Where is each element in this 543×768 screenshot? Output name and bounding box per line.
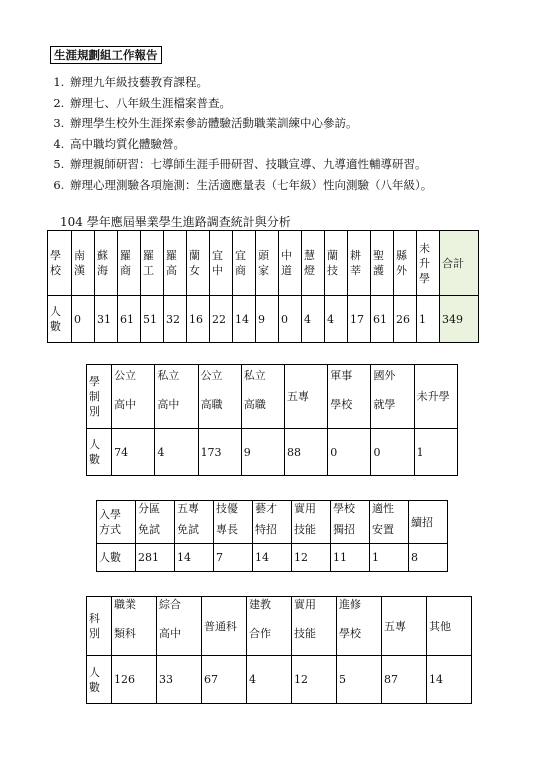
work-item: 1. 辦理九年級技藝教育課程。 — [68, 72, 432, 93]
admission-count-cell: 281 — [136, 544, 175, 572]
school-count-cell: 1 — [417, 296, 440, 343]
admission-header-cell-line: 安置 — [372, 523, 394, 536]
admission-header-cell-line: 獨招 — [333, 523, 355, 536]
school-type-row-header-char: 別 — [89, 405, 100, 418]
school-type-count-cell: 173 — [198, 429, 241, 476]
admission-count-label: 人數 — [97, 544, 136, 572]
school-count-cell: 0 — [72, 296, 95, 343]
school-count-row — [48, 296, 479, 343]
admission-header-cell-line: 技能 — [294, 523, 316, 536]
program-count-label-char: 數 — [89, 680, 100, 694]
school-name-cell-line: 未 — [419, 241, 430, 255]
school-type-header-cell-line: 公立 — [200, 368, 223, 382]
program-header-cell — [247, 597, 292, 656]
school-type-count-row — [87, 429, 458, 476]
school-name-cell-line: 商 — [120, 264, 131, 277]
program-header-cell-line: 進修 — [339, 598, 361, 611]
school-type-count-label-char: 人 — [89, 438, 100, 451]
admission-row-header — [97, 501, 136, 544]
school-name-cell-line: 高 — [166, 264, 177, 277]
program-row-header — [87, 597, 112, 656]
program-header-row — [87, 597, 472, 656]
school-total-value: 349 — [440, 296, 479, 343]
program-header-cell — [427, 597, 472, 656]
school-name-cell-line: 燈 — [304, 264, 315, 277]
school-type-header-cell — [328, 365, 371, 429]
program-header-cell — [112, 597, 157, 656]
school-name-cell — [118, 231, 141, 296]
school-type-row-header-char: 學 — [89, 375, 100, 388]
program-count-cell: 4 — [247, 656, 292, 704]
school-count-cell: 0 — [279, 296, 302, 343]
school-type-header-cell-line: 未升學 — [416, 390, 450, 403]
school-type-header-cell-line: 五專 — [287, 390, 309, 403]
admission-header-cell — [214, 501, 253, 544]
school-name-cell — [141, 231, 164, 296]
school-name-cell-line: 蘭 — [327, 249, 338, 262]
admission-header-cell-line: 五專 — [177, 502, 199, 515]
admission-header-cell-line: 免試 — [177, 523, 199, 536]
program-count-cell: 33 — [157, 656, 202, 704]
school-type-header-cell — [198, 365, 241, 429]
admission-count-cell: 1 — [370, 544, 409, 572]
school-name-cell-line: 蘭 — [189, 249, 200, 262]
admission-count-cell: 12 — [292, 544, 331, 572]
program-count-label — [87, 656, 112, 704]
admission-header-cell-line: 分區 — [138, 502, 160, 515]
admission-header-cell-line: 學校 — [333, 502, 355, 515]
school-name-cell-line: 商 — [235, 264, 246, 277]
school-name-cell-line: 宜 — [235, 249, 246, 262]
admission-header-cell-line: 免試 — [138, 523, 160, 536]
program-header-cell-line: 高中 — [159, 627, 181, 640]
school-type-count-cell: 88 — [285, 429, 328, 476]
school-name-cell-line: 學 — [419, 271, 430, 285]
program-count-cell: 5 — [337, 656, 382, 704]
school-count-cell: 4 — [302, 296, 325, 343]
school-type-header-cell — [414, 365, 457, 429]
school-name-cell-line: 工 — [143, 264, 154, 277]
school-type-header-cell-line: 高職 — [243, 397, 266, 411]
school-count-cell: 14 — [233, 296, 256, 343]
work-item: 6. 辦理心理測驗各項施測：生活適應量表（七年級）性向測驗（八年級）。 — [68, 175, 432, 196]
admission-header-cell — [136, 501, 175, 544]
school-name-cell-line: 南 — [74, 249, 85, 262]
school-name-cell — [348, 231, 371, 296]
school-type-header-cell — [241, 365, 284, 429]
school-name-cell — [279, 231, 302, 296]
work-item: 2. 辦理七、八年級生涯檔案普查。 — [68, 93, 432, 114]
school-type-header-cell-line: 私立 — [243, 368, 266, 382]
school-type-count-cell: 1 — [414, 429, 457, 476]
admission-header-cell-line: 特招 — [255, 523, 277, 536]
program-header-cell — [202, 597, 247, 656]
admission-row-header-line: 方式 — [99, 523, 121, 536]
admission-header-cell-line: 續招 — [411, 515, 433, 529]
school-header-row — [48, 231, 479, 296]
work-item: 4. 高中職均質化體驗營。 — [68, 134, 432, 155]
school-type-count-label — [87, 429, 112, 476]
school-count-cell: 31 — [95, 296, 118, 343]
school-type-header-cell-line: 公立 — [114, 368, 137, 382]
admission-header-cell-line: 專長 — [216, 523, 238, 536]
admission-count-cell: 11 — [331, 544, 370, 572]
school-name-cell — [302, 231, 325, 296]
program-row-header-char: 科 — [89, 612, 100, 625]
school-type-header-row — [87, 365, 458, 429]
program-header-cell-line: 職業 — [114, 598, 136, 611]
school-type-count-cell: 9 — [241, 429, 284, 476]
school-count-label-char: 人 — [50, 305, 61, 318]
admission-row-header-line: 入學 — [99, 508, 121, 521]
school-count-label-char: 數 — [50, 320, 61, 333]
admission-count-cell: 14 — [175, 544, 214, 572]
program-count-cell: 12 — [292, 656, 337, 704]
work-item: 5. 辦理親師研習：七導師生涯手冊研習、技職宣導、九導適性輔導研習。 — [68, 154, 432, 175]
program-header-cell-line: 建教 — [249, 598, 271, 611]
school-name-cell — [164, 231, 187, 296]
school-type-count-cell: 0 — [328, 429, 371, 476]
school-count-cell: 4 — [325, 296, 348, 343]
school-type-row-header — [87, 365, 112, 429]
school-type-header-cell — [155, 365, 198, 429]
school-name-cell-line: 縣 — [396, 249, 407, 262]
admission-header-cell — [370, 501, 409, 544]
school-name-cell-line: 家 — [258, 264, 269, 277]
admission-table — [96, 500, 448, 572]
work-item-list — [52, 72, 432, 196]
school-name-cell — [325, 231, 348, 296]
school-count-cell: 22 — [210, 296, 233, 343]
admission-header-cell-line: 藝才 — [255, 502, 277, 515]
school-name-cell-line: 海 — [97, 264, 108, 277]
admission-count-cell: 7 — [214, 544, 253, 572]
school-name-cell-line: 羅 — [143, 249, 154, 262]
school-name-cell — [394, 231, 417, 296]
program-header-cell — [337, 597, 382, 656]
program-header-cell — [382, 597, 427, 656]
admission-header-cell — [331, 501, 370, 544]
school-name-cell-line: 中 — [281, 249, 292, 262]
admission-header-cell-line: 實用 — [294, 502, 316, 515]
program-header-cell-line: 普通科 — [204, 619, 237, 633]
school-count-cell: 9 — [256, 296, 279, 343]
program-header-cell-line: 合作 — [249, 627, 271, 640]
report-title: 生涯規劃組工作報告 — [50, 46, 162, 64]
school-name-cell — [187, 231, 210, 296]
school-name-cell-line: 漢 — [74, 264, 85, 277]
school-name-cell — [233, 231, 256, 296]
admission-header-cell — [292, 501, 331, 544]
school-type-header-cell-line: 高職 — [200, 397, 223, 411]
school-type-header-cell — [112, 365, 155, 429]
school-table — [47, 230, 479, 343]
admission-count-cell: 14 — [253, 544, 292, 572]
school-type-count-cell: 4 — [155, 429, 198, 476]
school-name-cell — [72, 231, 95, 296]
school-type-header-cell-line: 就學 — [373, 397, 396, 411]
school-name-cell-line: 羅 — [120, 249, 131, 262]
program-header-cell-line: 綜合 — [159, 598, 181, 611]
school-name-cell-line: 技 — [327, 264, 338, 277]
school-name-cell-line: 護 — [373, 264, 384, 277]
school-name-cell-line: 道 — [281, 264, 292, 277]
school-name-cell-line: 宜 — [212, 249, 223, 262]
school-type-count-label-char: 數 — [89, 453, 100, 466]
school-count-cell: 51 — [141, 296, 164, 343]
admission-header-cell — [253, 501, 292, 544]
school-row-header-char: 校 — [50, 264, 61, 277]
school-type-header-cell-line: 國外 — [373, 368, 396, 382]
school-type-count-cell: 0 — [371, 429, 414, 476]
program-count-cell: 14 — [427, 656, 472, 704]
school-name-cell-line: 莘 — [350, 264, 361, 277]
school-name-cell-line: 升 — [419, 256, 430, 270]
survey-caption: 104 學年應屆畢業學生進路調查統計與分析 — [60, 215, 291, 229]
school-row-header-char: 學 — [50, 249, 61, 262]
school-name-cell-line: 中 — [212, 264, 223, 277]
program-count-cell: 126 — [112, 656, 157, 704]
program-count-cell: 87 — [382, 656, 427, 704]
school-type-header-cell-line: 私立 — [157, 368, 180, 382]
program-count-cell: 67 — [202, 656, 247, 704]
admission-header-cell-line: 技優 — [216, 502, 238, 515]
program-count-row — [87, 656, 472, 704]
program-header-cell — [157, 597, 202, 656]
school-type-count-cell: 74 — [112, 429, 155, 476]
school-name-cell-line: 慧 — [304, 249, 315, 262]
program-header-cell-line: 類科 — [114, 627, 136, 640]
school-name-cell-line: 頭 — [258, 249, 269, 262]
school-count-cell: 26 — [394, 296, 417, 343]
program-header-cell-line: 實用 — [294, 598, 316, 611]
admission-header-row — [97, 501, 448, 544]
school-name-cell-line: 羅 — [166, 249, 177, 262]
program-count-label-char: 人 — [89, 665, 100, 679]
school-name-cell-line: 蘇 — [97, 249, 108, 262]
program-header-cell-line: 技能 — [294, 627, 316, 640]
school-name-cell-line: 耕 — [350, 249, 361, 262]
program-header-cell-line: 五專 — [384, 619, 406, 633]
school-count-label — [48, 296, 72, 343]
school-count-cell: 17 — [348, 296, 371, 343]
admission-count-row — [97, 544, 448, 572]
program-header-cell-line: 其他 — [429, 619, 451, 633]
program-row-header-char: 別 — [89, 627, 100, 640]
school-row-header — [48, 231, 72, 296]
school-name-cell — [371, 231, 394, 296]
school-type-header-cell-line: 高中 — [114, 397, 137, 411]
admission-header-cell — [409, 501, 448, 544]
school-name-cell — [417, 231, 440, 296]
school-type-header-cell-line: 高中 — [157, 397, 180, 411]
work-item: 3. 辦理學生校外生涯探索參訪體驗活動職業訓練中心參訪。 — [68, 113, 432, 134]
school-total-label: 合計 — [440, 231, 479, 296]
school-count-cell: 61 — [371, 296, 394, 343]
school-type-header-cell-line: 學校 — [330, 397, 353, 411]
program-header-cell — [292, 597, 337, 656]
school-name-cell — [210, 231, 233, 296]
school-name-cell-line: 聖 — [373, 249, 384, 262]
school-name-cell-line: 女 — [189, 264, 200, 277]
school-name-cell — [95, 231, 118, 296]
school-name-cell-line: 外 — [396, 264, 407, 277]
program-table — [86, 596, 472, 704]
school-type-header-cell-line: 軍事 — [330, 368, 353, 382]
program-header-cell-line: 學校 — [339, 627, 361, 640]
school-type-table — [86, 364, 458, 476]
admission-header-cell-line: 適性 — [372, 502, 394, 515]
school-name-cell — [256, 231, 279, 296]
school-count-cell: 61 — [118, 296, 141, 343]
school-count-cell: 32 — [164, 296, 187, 343]
school-type-row-header-char: 制 — [89, 390, 100, 403]
school-count-cell: 16 — [187, 296, 210, 343]
school-type-header-cell — [285, 365, 328, 429]
admission-count-cell: 8 — [409, 544, 448, 572]
admission-header-cell — [175, 501, 214, 544]
school-type-header-cell — [371, 365, 414, 429]
